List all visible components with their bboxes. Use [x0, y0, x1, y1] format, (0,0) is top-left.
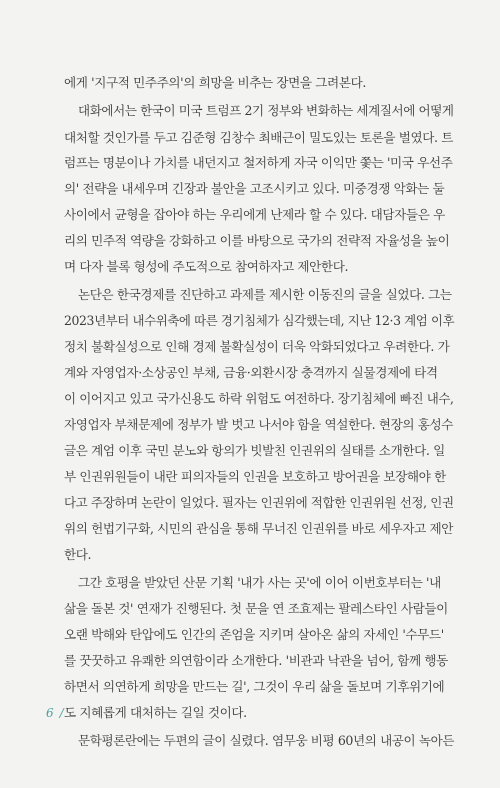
text-line: 럼프는 명분이나 가치를 내던지고 철저하게 자국 이익만 쫓는 '미국 우선주 — [64, 155, 453, 170]
text-line: 논단은 한국경제를 진단하고 과제를 제시한 이동진의 글을 실었다. 그는 — [78, 287, 452, 302]
text-line: 2023년부터 내수위축에 따른 경기침체가 심각했는데, 지난 12·3 계엄 이후 — [64, 313, 455, 328]
text-line: 를 꿋꿋하고 유쾌한 의연함이라 소개한다. '비관과 낙관을 넘어, 함께 행동 — [64, 653, 448, 668]
text-line: 계와 자영업자·소상공인 부채, 금융·외환시장 충격까지 실물경제에 타격 — [64, 365, 438, 380]
text-line: 그간 호평을 받았던 산문 기획 '내가 사는 곳'에 이어 이번호부터는 '내 — [78, 575, 441, 590]
text-line: 자영업자 부채문제에 정부가 발 벗고 나서야 함을 역설한다. 현장의 홍성수 — [64, 417, 453, 432]
page-number: 6 — [46, 706, 54, 720]
text-line: 사이에서 균형을 잡아야 하는 우리에게 난제라 할 수 있다. 대담자들은 우 — [64, 207, 445, 222]
text-line: 문학평론란에는 두편의 글이 실렸다. 염무웅 비평 60년의 내공이 녹아든 — [78, 733, 455, 748]
text-line: 대화에서는 한국이 미국 트럼프 2기 정부와 변화하는 세계질서에 어떻게 — [78, 103, 454, 118]
text-line: 글은 계엄 이후 국민 분노와 항의가 빗발친 인권위의 실태를 소개한다. 일 — [64, 443, 445, 458]
text-line: 에게 '지구적 민주주의'의 희망을 비추는 장면을 그려본다. — [64, 75, 366, 90]
text-line: 삶을 돌본 것' 연재가 진행된다. 첫 문을 연 조효제는 팔레스타인 사람들이 — [64, 601, 448, 616]
text-line: 위의 헌법기구화, 시민의 관심을 통해 무너진 인권위를 바로 세우자고 제안 — [64, 521, 453, 536]
text-line: 부 인권위원들이 내란 피의자들의 인권을 보호하고 방어권을 보장해야 한 — [64, 469, 446, 484]
text-line: 하면서 의연하게 희망을 만드는 길', 그것이 우리 삶을 돌보며 기후위기에 — [64, 679, 445, 694]
text-line: 대처할 것인가를 두고 김준형 김창수 최배근이 밀도있는 토론을 벌였다. 트 — [64, 130, 453, 145]
text-line: 다고 주장하며 논란이 일었다. 필자는 인권위에 적합한 인권위원 선정, 인권 — [64, 495, 454, 510]
text-line: 오랜 박해와 탄압에도 인간의 존엄을 지키며 살아온 삶의 자세인 '수무드' — [64, 627, 444, 642]
text-line: 도 지혜롭게 대처하는 길일 것이다. — [64, 705, 247, 720]
text-line: 한다. — [64, 547, 92, 562]
page-folio — [46, 705, 64, 721]
text-line: 정치 불확실성으로 인해 경제 불확실성이 더욱 악화되었다고 우려한다. 가 — [64, 339, 450, 354]
text-line: 며 다자 블록 형성에 주도적으로 참여하자고 제안한다. — [64, 259, 349, 274]
text-line: 리의 민주적 역량을 강화하고 이를 바탕으로 국가의 전략적 자율성을 높이 — [64, 233, 450, 248]
text-line: 의' 전략을 내세우며 긴장과 불안을 고조시키고 있다. 미중경쟁 악화는 둘 — [64, 181, 445, 196]
folio-separator: / — [59, 706, 64, 720]
text-line: 이 이어지고 있고 국가신용도 하락 위험도 여전하다. 장기침체에 빠진 내수, — [64, 391, 454, 406]
